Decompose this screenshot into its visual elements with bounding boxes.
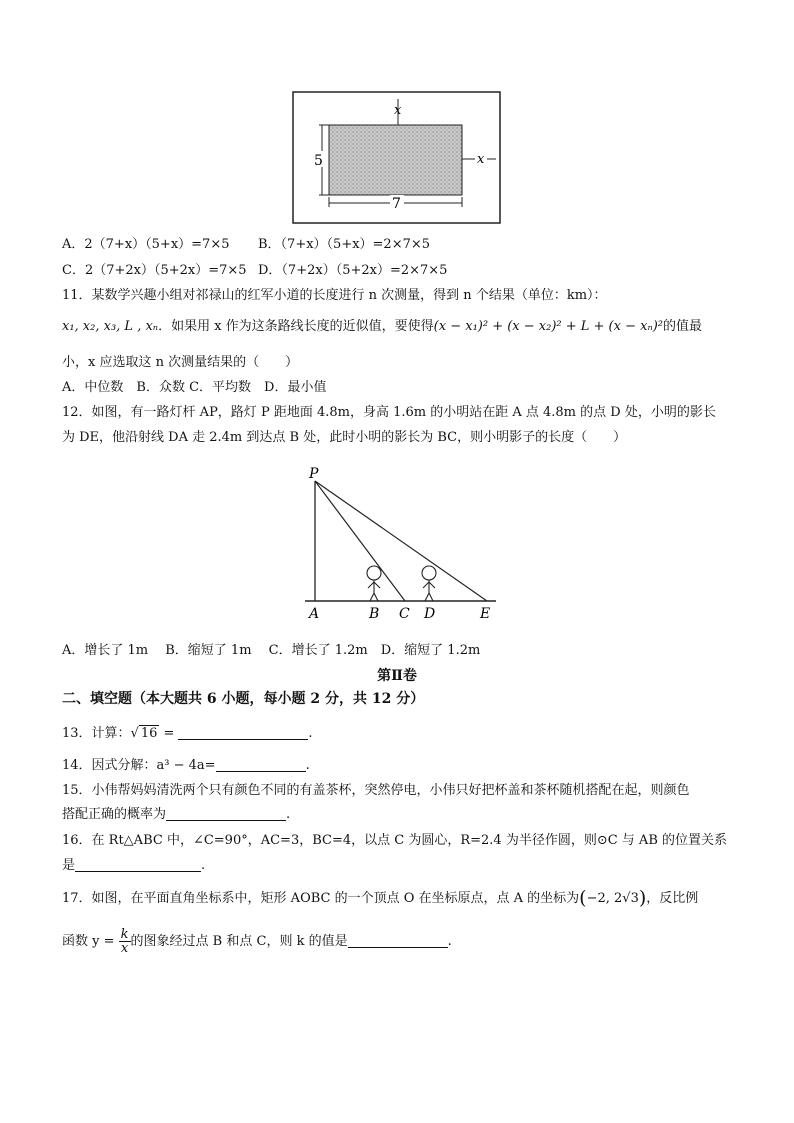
section-title: 第Ⅱ卷 bbox=[377, 668, 417, 684]
q13-line bbox=[62, 725, 313, 743]
label-c: C bbox=[399, 606, 410, 622]
section-heading: 二、填空题（本大题共 6 小题，每小题 2 分，共 12 分） bbox=[62, 691, 425, 707]
person-at-b bbox=[367, 566, 381, 601]
q16-line1: 16．在 Rt△ABC 中，∠C=90°，AC=3，BC=4，以点 C 为圆心，R=2.4 为半径作圆，则⊙C 与 AB 的位置关系 bbox=[62, 833, 727, 848]
label-x-top: x bbox=[394, 103, 402, 118]
q11-line1: 11．某数学兴趣小组对祁禄山的红军小道的长度进行 n 次测量，得到 n 个结果（单位：km）： bbox=[62, 288, 607, 303]
q11-line2-mid: ．如果用 x 作为这条路线长度的近似值，要使得 bbox=[158, 319, 434, 334]
ray-p-c bbox=[315, 481, 405, 601]
label-x-right: x bbox=[477, 152, 485, 167]
q12-line2: 为 DE，他沿射线 DA 走 2.4m 到达点 B 处，此时小明的影长为 BC，则小明影子的长度（ ） bbox=[62, 430, 627, 445]
q15-end: . bbox=[286, 807, 291, 822]
q14-answer-blank[interactable] bbox=[216, 757, 306, 772]
q16-answer-blank[interactable] bbox=[75, 857, 201, 872]
q17-line2 bbox=[62, 928, 452, 955]
q17-line2-text: 的图象经过点 B 和点 C，则 k 的值是 bbox=[130, 934, 348, 949]
q17-end: . bbox=[447, 934, 452, 949]
label-a: A bbox=[309, 606, 320, 622]
q15-answer-blank[interactable] bbox=[166, 806, 286, 821]
q10-option-b: B．（7+x）（5+x）=2×7×5 bbox=[258, 237, 431, 252]
q11-sequence: x₁, x₂, x₃, L , xₙ bbox=[62, 319, 159, 334]
q15-line1: 15．小伟帮妈妈清洗两个只有颜色不同的有盖茶杯，突然停电，小伟只好把杯盖和茶杯随机搭配在起，则颜色 bbox=[62, 783, 690, 798]
q14-end: . bbox=[305, 758, 310, 773]
k-over-x-fraction bbox=[119, 928, 131, 955]
q13-prefix: 13．计算： bbox=[62, 726, 131, 741]
fraction-numerator: k bbox=[120, 927, 129, 942]
paren-close: ) bbox=[638, 887, 647, 909]
q16-end: . bbox=[201, 858, 206, 873]
q12-line1: 12．如图，有一路灯杆 AP，路灯 P 距地面 4.8m，身高 1.6m 的小明站在距 A 点 4.8m 的点 D 处，小明的影长 bbox=[62, 405, 716, 420]
q11-line3: 小，x 应选取这 n 次测量结果的（ ） bbox=[62, 355, 299, 370]
label-5: 5 bbox=[314, 153, 323, 169]
person-at-d bbox=[422, 566, 436, 601]
ray-p-e bbox=[315, 481, 487, 601]
q10-option-d: D．（7+2x）（5+2x）=2×7×5 bbox=[258, 263, 448, 278]
q13-eq: = bbox=[159, 726, 175, 741]
label-d: D bbox=[424, 606, 436, 622]
q15-line2 bbox=[62, 806, 290, 824]
q10-figure bbox=[292, 91, 502, 225]
q13-answer-blank[interactable] bbox=[178, 725, 308, 740]
q17-coordinate: −2, 2√3 bbox=[586, 891, 639, 906]
q17-line1-end: ，反比例 bbox=[646, 891, 699, 906]
q12-options: A．增长了 1m B．缩短了 1m C．增长了 1.2m D．缩短了 1.2m bbox=[62, 643, 481, 658]
q17-line1 bbox=[62, 889, 698, 908]
q16-line2 bbox=[62, 857, 205, 875]
q10-options-row1 bbox=[62, 236, 430, 254]
q11-line2 bbox=[62, 318, 702, 336]
q15-line2-text: 搭配正确的概率为 bbox=[62, 807, 167, 822]
paren-open: ( bbox=[579, 887, 587, 909]
q13-radicand: 16 bbox=[140, 726, 158, 741]
fraction-denominator: x bbox=[120, 941, 129, 956]
q11-line2-end: 的值最 bbox=[663, 319, 703, 334]
sqrt-symbol: √ bbox=[130, 726, 139, 741]
q17-function-prefix: 函数 y = bbox=[62, 934, 115, 949]
q10-options-row2 bbox=[62, 262, 447, 280]
inner-shaded-rectangle bbox=[329, 125, 462, 195]
label-b: B bbox=[369, 606, 380, 622]
label-7: 7 bbox=[392, 196, 401, 212]
q10-option-c: C．2（7+2x）（5+2x）=7×5 bbox=[62, 263, 247, 278]
q10-option-a: A．2（7+x）（5+x）=7×5 bbox=[62, 237, 230, 252]
q14-line bbox=[62, 757, 310, 775]
q11-options: A．中位数 B．众数 C．平均数 D．最小值 bbox=[62, 380, 327, 395]
label-p: P bbox=[309, 466, 319, 482]
q14-prefix: 14．因式分解：a³ − 4a= bbox=[62, 758, 216, 773]
q16-line2-text: 是 bbox=[62, 858, 76, 873]
q12-figure bbox=[300, 463, 502, 623]
q17-line1-text: 17．如图，在平面直角坐标系中，矩形 AOBC 的一个顶点 O 在坐标原点，点 A 的坐标为 bbox=[62, 891, 580, 906]
label-e: E bbox=[480, 606, 491, 622]
q13-end: . bbox=[308, 726, 313, 741]
q17-answer-blank[interactable] bbox=[348, 933, 448, 948]
q11-expression: (x − x₁)² + (x − x₂)² + L + (x − xₙ)² bbox=[433, 319, 663, 334]
